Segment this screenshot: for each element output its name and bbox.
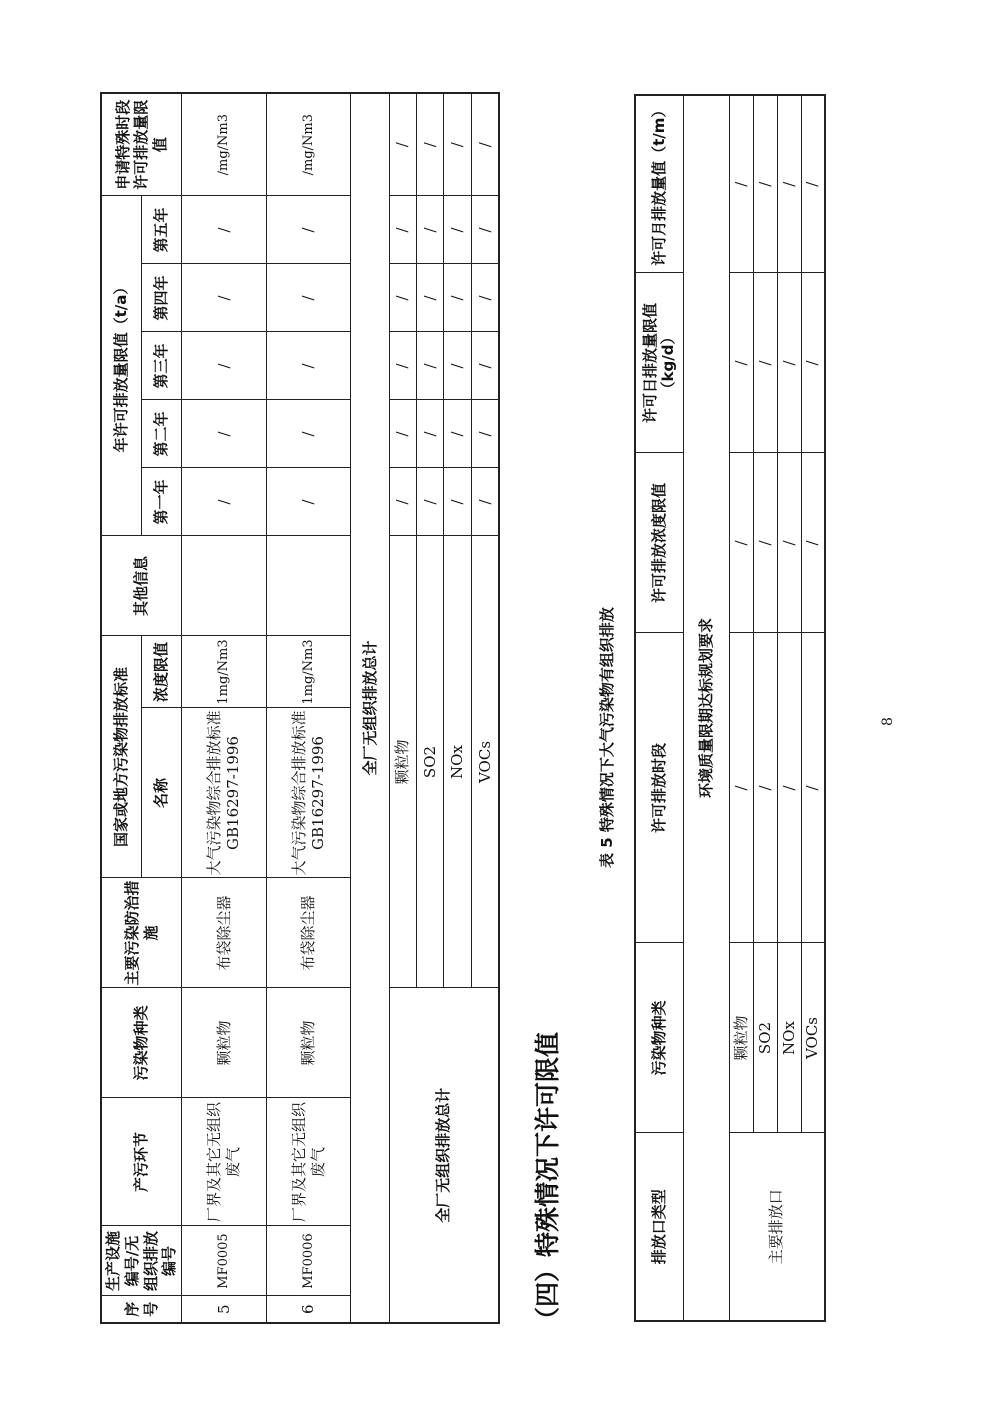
total-special: / (444, 93, 471, 196)
total-pollutant: 颗粒物 (389, 536, 416, 988)
total-y4: / (417, 264, 444, 332)
total-y1: / (389, 468, 416, 536)
hdr-std-limit: 浓度限值 (141, 636, 181, 708)
cell-seq: 5 (182, 1296, 267, 1323)
total-y3: / (417, 332, 444, 400)
cell-y3: / (182, 332, 267, 400)
cell-period: / (777, 633, 801, 943)
total-y5: / (389, 196, 416, 264)
hdr-special: 申请特殊时段许可排放量限值 (101, 93, 182, 196)
cell-measure: 布袋除尘器 (182, 878, 267, 988)
table-5-caption: 表 5 特殊情况下大气污染物有组织排放 (598, 607, 616, 868)
cell-monthly: / (729, 95, 753, 273)
cell-y5: / (182, 196, 267, 264)
hdr-monthly: 许可月排放量值（t/m） (635, 95, 683, 273)
cell-pollutant: 颗粒物 (729, 943, 753, 1133)
cell-period: / (801, 633, 825, 943)
cell-conc: / (753, 453, 777, 633)
table-row (182, 93, 267, 1323)
hdr-pollutant: 污染物种类 (101, 988, 182, 1098)
cell-pollutant: SO2 (753, 943, 777, 1133)
total-y5: / (417, 196, 444, 264)
cell-other (182, 536, 267, 636)
cell-seq: 6 (266, 1296, 351, 1323)
cell-process: 厂界及其它无组织废气 (182, 1098, 267, 1226)
total-y1: / (444, 468, 471, 536)
hdr-year3: 第三年 (141, 332, 181, 400)
total-row (389, 93, 416, 1323)
env-row (683, 95, 729, 1321)
cell-monthly: / (801, 95, 825, 273)
total-y3: / (471, 332, 499, 400)
outlet-label: 主要排放口 (729, 1133, 825, 1321)
cell-special: /mg/Nm3 (266, 93, 351, 196)
total-y1: / (471, 468, 499, 536)
cell-conc: / (729, 453, 753, 633)
hdr-pollutant: 污染物种类 (635, 943, 683, 1133)
total-y4: / (389, 264, 416, 332)
hdr-measure: 主要污染防治措施 (101, 878, 182, 988)
total-y2: / (471, 400, 499, 468)
hdr-seq: 序号 (101, 1296, 182, 1323)
total-y1: / (417, 468, 444, 536)
cell-other (266, 536, 351, 636)
hdr-period: 许可排放时段 (635, 633, 683, 943)
table-row (266, 93, 351, 1323)
total-y2: / (444, 400, 471, 468)
cell-y5: / (266, 196, 351, 264)
cell-facility: MF0006 (266, 1226, 351, 1296)
total-pollutant: VOCs (471, 536, 499, 988)
page-number: 8 (880, 717, 896, 726)
cell-std-limit: 1mg/Nm3 (182, 636, 267, 708)
cell-std-name: 大气污染物综合排放标准GB16297-1996 (266, 708, 351, 878)
hdr-conc: 许可排放浓度限值 (635, 453, 683, 633)
total-y5: / (444, 196, 471, 264)
cell-period: / (753, 633, 777, 943)
total-y3: / (444, 332, 471, 400)
total-special: / (417, 93, 444, 196)
hdr-outlet-type: 排放口类型 (635, 1133, 683, 1321)
total-pollutant: SO2 (417, 536, 444, 988)
header-row (635, 95, 683, 1321)
total-special: / (471, 93, 499, 196)
cell-conc: / (801, 453, 825, 633)
total-y2: / (389, 400, 416, 468)
hdr-other: 其他信息 (101, 536, 182, 636)
cell-period: / (729, 633, 753, 943)
cell-std-name: 大气污染物综合排放标准GB16297-1996 (182, 708, 267, 878)
cell-pollutant: VOCs (801, 943, 825, 1133)
cell-y2: / (182, 400, 267, 468)
cell-conc: / (777, 453, 801, 633)
hdr-daily: 许可日排放量限值（kg/d） (635, 273, 683, 453)
total-label: 全厂无组织排放总计 (389, 988, 499, 1323)
cell-pollutant: NOx (777, 943, 801, 1133)
table-4-unorganized-emission-limits (100, 92, 500, 1324)
total-y5: / (471, 196, 499, 264)
cell-y4: / (182, 264, 267, 332)
env-requirement: 环境质量限期达标规划要求 (683, 95, 729, 1321)
cell-y2: / (266, 400, 351, 468)
section-title: （四）特殊情况下许可限值 (533, 1031, 562, 1332)
cell-std-limit: 1mg/Nm3 (266, 636, 351, 708)
total-y4: / (444, 264, 471, 332)
total-y4: / (471, 264, 499, 332)
cell-daily: / (801, 273, 825, 453)
cell-pollutant: 颗粒物 (266, 988, 351, 1098)
cell-special: /mg/Nm3 (182, 93, 267, 196)
cell-measure: 布袋除尘器 (266, 878, 351, 988)
total-pollutant: NOx (444, 536, 471, 988)
cell-daily: / (777, 273, 801, 453)
cell-daily: / (753, 273, 777, 453)
cell-monthly: / (777, 95, 801, 273)
hdr-facility: 生产设施编号/无组织排放编号 (101, 1226, 182, 1296)
cell-y1: / (182, 468, 267, 536)
cell-pollutant: 颗粒物 (182, 988, 267, 1098)
hdr-year1: 第一年 (141, 468, 181, 536)
cell-y4: / (266, 264, 351, 332)
table-5-special-emission (634, 94, 826, 1322)
hdr-year4: 第四年 (141, 264, 181, 332)
hdr-std-name: 名称 (141, 708, 181, 878)
table-row (729, 95, 753, 1321)
total-header-row (351, 93, 389, 1323)
hdr-year2: 第二年 (141, 400, 181, 468)
cell-facility: MF0005 (182, 1226, 267, 1296)
total-special: / (389, 93, 416, 196)
hdr-standard-group: 国家或地方污染物排放标准 (101, 636, 141, 878)
hdr-process: 产污环节 (101, 1098, 182, 1226)
cell-y3: / (266, 332, 351, 400)
cell-y1: / (266, 468, 351, 536)
cell-daily: / (729, 273, 753, 453)
hdr-annual-group: 年许可排放量限值（t/a） (101, 196, 141, 536)
hdr-year5: 第五年 (141, 196, 181, 264)
cell-monthly: / (753, 95, 777, 273)
header-row-1 (101, 93, 141, 1323)
total-y2: / (417, 400, 444, 468)
total-header: 全厂无组织排放总计 (351, 93, 389, 1323)
total-y3: / (389, 332, 416, 400)
cell-process: 厂界及其它无组织废气 (266, 1098, 351, 1226)
